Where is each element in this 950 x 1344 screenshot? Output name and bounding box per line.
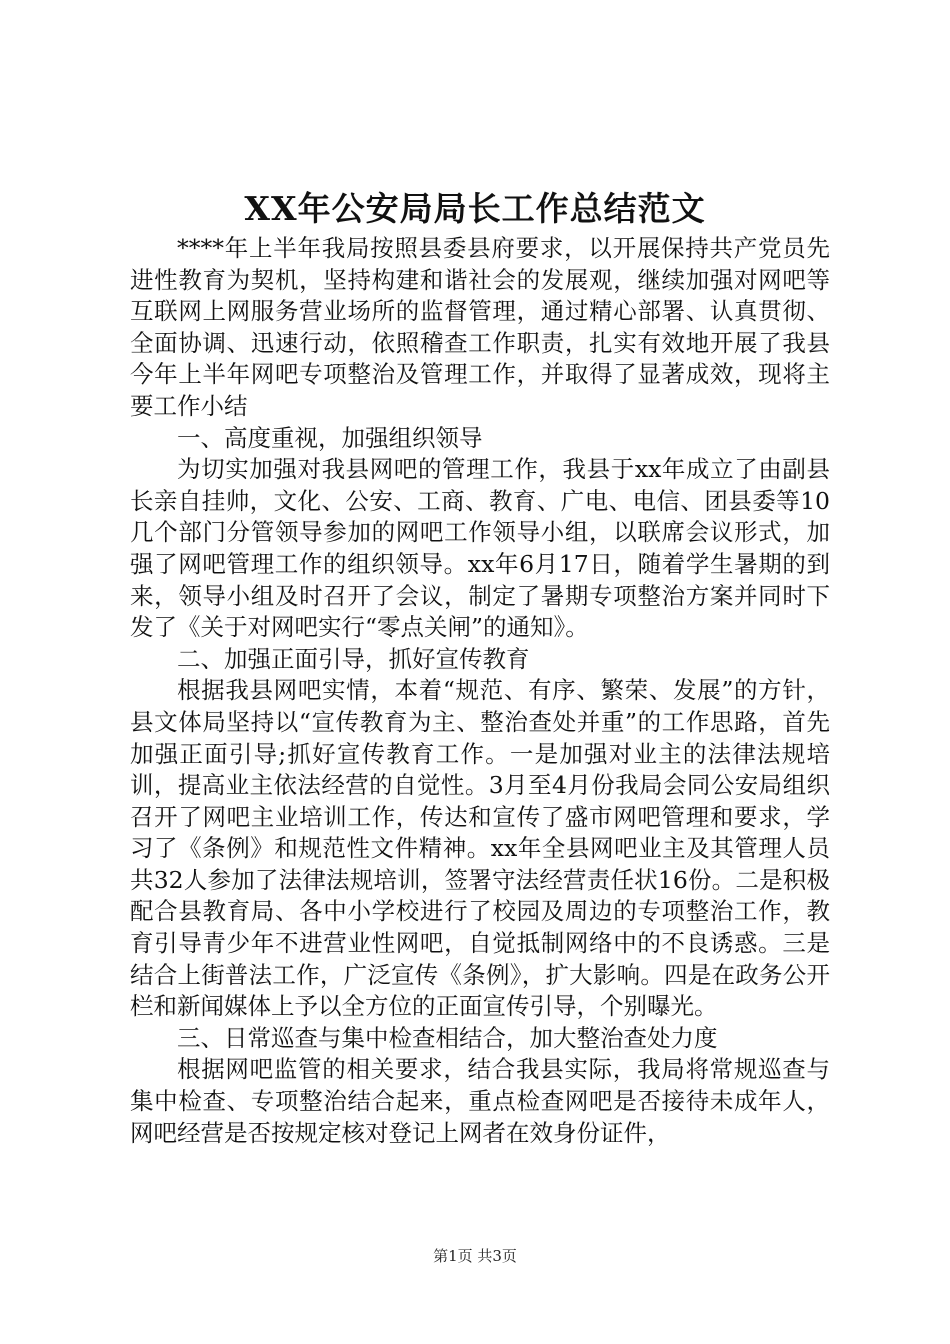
page-number-footer: 第1页 共3页 <box>433 1247 517 1265</box>
document-title: XX年公安局局长工作总结范文 <box>244 189 706 228</box>
document-body <box>130 233 830 1149</box>
paragraph-intro: ****年上半年我局按照县委县府要求，以开展保持共产党员先进性教育为契机，坚持构建和谐社会的发展观，继续加强对网吧等互联网上网服务营业场所的监督管理，通过精心部署、认真贯彻、全面协调、迅速行动，依照稽查工作职责，扎实有效地开展了我县今年上半年网吧专项整治及管理工作，并取得了显著成效，现将主要工作小结 <box>130 234 830 420</box>
paragraph-section-2: 根据我县网吧实情，本着“规范、有序、繁荣、发展”的方针，县文体局坚持以“宣传教育为主、整治查处并重”的工作思路，首先加强正面引导;抓好宣传教育工作。一是加强对业主的法律法规培训，提高业主依法经营的自觉性。3月至4月份我局会同公安局组织召开了网吧主业培训工作，传达和宣传了盛市网吧管理和要求，学习了《条例》和规范性文件精神。xx年全县网吧业主及其管理人员共32人参加了法律法规培训，签署守法经营责任状16份。二是积极配合县教育局、各中小学校进行了校园及周边的专项整治工作，教育引导青少年不进营业性网吧，自觉抵制网络中的不良诱惑。三是结合上街普法工作，广泛宣传《条例》，扩大影响。四是在政务公开栏和新闻媒体上予以全方位的正面宣传引导，个别曝光。 <box>130 676 830 1021</box>
section-heading-2: 二、加强正面引导，抓好宣传教育 <box>177 644 530 673</box>
paragraph-section-1: 为切实加强对我县网吧的管理工作，我县于xx年成立了由副县长亲自挂帅，文化、公安、工商、教育、广电、电信、团县委等10几个部门分管领导参加的网吧工作领导小组，以联席会议形式，加强了网吧管理工作的组织领导。xx年6月17日，随着学生暑期的到来，领导小组及时召开了会议，制定了暑期专项整治方案并同时下发了《关于对网吧实行“零点关闸”的通知》。 <box>130 455 830 642</box>
section-heading-1: 一、高度重视，加强组织领导 <box>177 423 483 452</box>
paragraph-section-3: 根据网吧监管的相关要求，结合我县实际，我局将常规巡查与集中检查、专项整治结合起来，重点检查网吧是否接待未成年人，网吧经营是否按规定核对登记上网者在效身份证件， <box>130 1055 830 1147</box>
section-heading-3: 三、日常巡查与集中检查相结合，加大整治查处力度 <box>177 1023 718 1052</box>
